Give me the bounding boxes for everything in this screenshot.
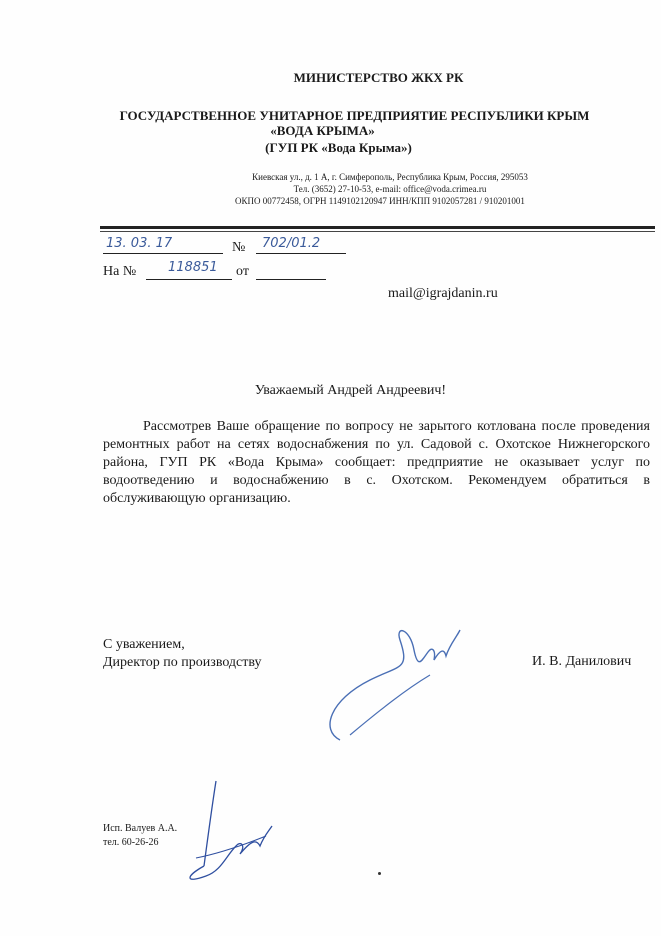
in-reply-underline — [146, 279, 232, 280]
header-divider-thin — [100, 231, 655, 232]
in-reply-label: На № — [103, 264, 137, 279]
date-underline — [103, 253, 223, 254]
letter-body — [103, 418, 650, 508]
signature-block — [103, 636, 262, 672]
organization-registry: ОКПО 00772458, ОГРН 1149102120947 ИНН/КПП 9102057281 / 910201001 — [235, 196, 525, 206]
page-dot — [378, 872, 381, 875]
number-underline — [256, 253, 346, 254]
organization-brand: «ВОДА КРЫМА» — [270, 123, 375, 138]
outgoing-number: 702/01.2 — [262, 236, 321, 251]
organization-short-name: (ГУП РК «Вода Крыма») — [265, 140, 412, 155]
letter-greeting: Уважаемый Андрей Андреевич! — [254, 383, 447, 398]
organization-name: ГОСУДАРСТВЕННОЕ УНИТАРНОЕ ПРЕДПРИЯТИЕ РЕСПУБЛИКИ КРЫМ — [119, 108, 590, 123]
header-divider-thick — [100, 226, 655, 229]
executor-block — [103, 822, 177, 850]
regards-text: С уважением, — [103, 637, 185, 652]
in-reply-number: 118851 — [168, 260, 218, 275]
from-underline — [256, 279, 326, 280]
executor-signature — [176, 776, 276, 886]
outgoing-date: 13. 03. 17 — [106, 236, 173, 251]
from-label: от — [236, 264, 249, 279]
director-signature — [310, 620, 470, 750]
organization-address: Киевская ул., д. 1 А, г. Симферополь, Республика Крым, Россия, 295053 — [252, 172, 528, 182]
recipient-email: mail@igrajdanin.ru — [388, 286, 498, 301]
ministry-title: МИНИСТЕРСТВО ЖКХ РК — [293, 70, 464, 85]
signer-name: И. В. Данилович — [532, 654, 632, 669]
executor-phone: тел. 60-26-26 — [103, 837, 159, 848]
number-label: № — [232, 240, 246, 255]
organization-contacts: Тел. (3652) 27-10-53, e-mail: office@voda.crimea.ru — [293, 184, 487, 194]
executor-name: Исп. Валуев А.А. — [103, 823, 178, 834]
letter-body-paragraph: Рассмотрев Ваше обращение по вопросу не зарытого котлована после проведения ремонтных работ на сетях водоснабжения по ул. Садовой с. Охотское Нижнегорского района, ГУП РК «Вода Крыма» сообщает: предприятие не оказывает услуг по водоотведению и водоснабжению в с. Охотском. Рекомендуем обратиться в обслуживающую организацию. — [103, 419, 650, 506]
signer-position: Директор по производству — [103, 655, 262, 670]
